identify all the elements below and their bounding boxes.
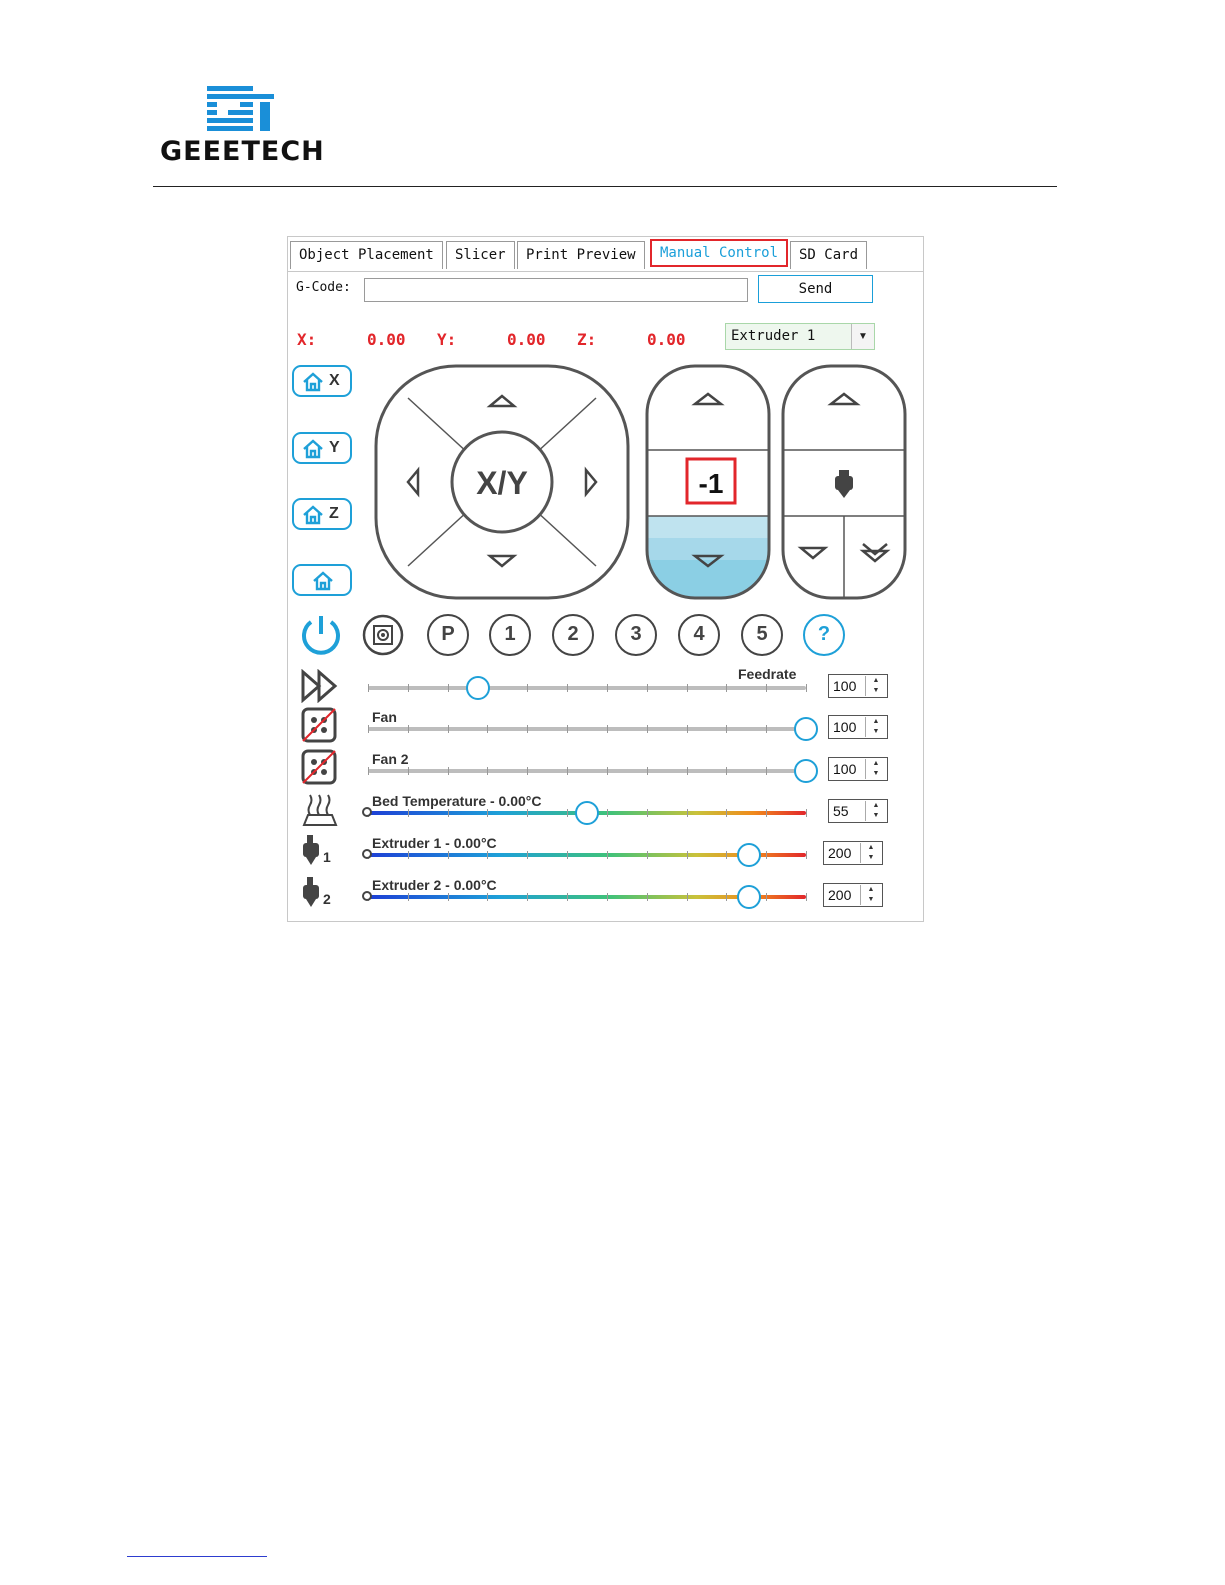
tab-bar — [288, 237, 923, 272]
z-jog-control — [645, 364, 771, 600]
home-x-label: X — [329, 372, 340, 389]
extruder1-index: 1 — [323, 849, 331, 865]
slider-tick — [527, 893, 528, 901]
slider-tick — [766, 725, 767, 733]
home-all-button[interactable] — [292, 564, 352, 596]
home-icon — [312, 571, 334, 591]
slider-tick — [766, 684, 767, 692]
preset-p-button[interactable]: P — [427, 614, 469, 656]
xy-jog-pad — [374, 364, 630, 600]
fan2-off-icon[interactable] — [300, 749, 340, 785]
y-coord-label: Y: — [437, 330, 457, 349]
fan2-spinbox-value: 100 — [833, 761, 857, 777]
bed-spinbox[interactable] — [828, 799, 888, 823]
slider-tick — [607, 684, 608, 692]
slider-tick — [448, 893, 449, 901]
tab-slicer[interactable]: Slicer — [446, 241, 515, 269]
slider-tick — [448, 809, 449, 817]
ext1-spinbox[interactable] — [823, 841, 883, 865]
bed-spinbox-value: 55 — [833, 803, 849, 819]
slider-tick — [487, 851, 488, 859]
slider-tick — [687, 851, 688, 859]
slider-tick — [687, 684, 688, 692]
slider-tick — [408, 893, 409, 901]
slider-tick — [726, 684, 727, 692]
slider-tick — [726, 725, 727, 733]
slider-tick — [408, 725, 409, 733]
xy-center-label[interactable]: X/Y — [476, 465, 528, 501]
fan-slider-knob[interactable] — [794, 717, 818, 741]
spin-arrows-icon[interactable]: ▲ ▼ — [865, 717, 886, 737]
slider-tick — [726, 767, 727, 775]
home-icon — [302, 439, 324, 459]
ext1-label: Extruder 1 - 0.00°C — [372, 835, 497, 851]
spin-arrows-icon[interactable]: ▲ ▼ — [860, 843, 881, 863]
slider-tick — [448, 684, 449, 692]
preset-3-button[interactable]: 3 — [615, 614, 657, 656]
slider-tick — [408, 809, 409, 817]
x-coord-value: 0.00 — [367, 330, 406, 349]
slider-tick — [806, 684, 807, 692]
slider-tick — [567, 725, 568, 733]
slider-tick — [607, 809, 608, 817]
send-button[interactable]: Send — [758, 275, 873, 303]
slider-tick — [687, 893, 688, 901]
manual-control-panel — [287, 236, 924, 922]
slider-start-marker — [362, 891, 372, 901]
fan-off-icon[interactable] — [300, 707, 340, 743]
slider-tick — [527, 684, 528, 692]
home-y-button[interactable] — [292, 432, 352, 464]
home-icon — [302, 505, 324, 525]
slider-tick — [607, 767, 608, 775]
slider-tick — [567, 684, 568, 692]
preset-1-button[interactable]: 1 — [489, 614, 531, 656]
fan2-label: Fan 2 — [372, 751, 409, 767]
extrude-control — [781, 364, 907, 600]
slider-tick — [487, 893, 488, 901]
gcode-input[interactable] — [364, 278, 748, 302]
slider-tick — [567, 767, 568, 775]
stop-motor-icon[interactable] — [362, 614, 404, 656]
slider-tick — [687, 767, 688, 775]
slider-start-marker — [362, 849, 372, 859]
slider-tick — [647, 684, 648, 692]
ext2-spinbox-value: 200 — [828, 887, 852, 903]
heated-bed-icon[interactable] — [300, 791, 340, 827]
extruder-select[interactable] — [725, 323, 875, 350]
feedrate-slider-track[interactable] — [368, 686, 806, 690]
preset-5-button[interactable]: 5 — [741, 614, 783, 656]
slider-tick — [806, 851, 807, 859]
fan-slider-track[interactable] — [368, 727, 806, 731]
slider-tick — [368, 767, 369, 775]
slider-tick — [647, 809, 648, 817]
home-icon — [302, 372, 324, 392]
slider-tick — [567, 893, 568, 901]
slider-tick — [487, 767, 488, 775]
slider-tick — [726, 893, 727, 901]
power-icon[interactable] — [298, 612, 344, 658]
spin-arrows-icon[interactable]: ▲ ▼ — [865, 801, 886, 821]
bed-label: Bed Temperature - 0.00°C — [372, 793, 542, 809]
slider-tick — [487, 725, 488, 733]
tab-object-placement[interactable]: Object Placement — [290, 241, 443, 269]
chevron-down-icon[interactable]: ▼ — [851, 324, 874, 349]
tab-print-preview[interactable]: Print Preview — [517, 241, 645, 269]
slider-tick — [607, 893, 608, 901]
z-step-value[interactable]: -1 — [698, 468, 724, 499]
spin-arrows-icon[interactable]: ▲ ▼ — [860, 885, 881, 905]
slider-tick — [527, 809, 528, 817]
slider-tick — [448, 851, 449, 859]
slider-tick — [726, 851, 727, 859]
slider-tick — [567, 809, 568, 817]
slider-tick — [368, 725, 369, 733]
extruder2-icon[interactable] — [300, 875, 340, 911]
slider-start-marker — [362, 807, 372, 817]
slider-tick — [647, 893, 648, 901]
slider-tick — [607, 851, 608, 859]
fan-label: Fan — [372, 709, 397, 725]
slider-tick — [448, 767, 449, 775]
slider-tick — [567, 851, 568, 859]
slider-tick — [687, 809, 688, 817]
slider-tick — [368, 684, 369, 692]
slider-tick — [766, 851, 767, 859]
ext2-spinbox[interactable] — [823, 883, 883, 907]
logo-wordmark: GEEETECH — [160, 136, 325, 167]
ext1-slider-knob[interactable] — [737, 843, 761, 867]
bed-slider-knob[interactable] — [575, 801, 599, 825]
feedrate-spinbox[interactable] — [828, 674, 888, 698]
z-up-arrow-icon[interactable] — [695, 394, 721, 404]
spin-arrows-icon[interactable]: ▲ ▼ — [865, 676, 886, 696]
home-y-label: Y — [329, 439, 340, 456]
slider-tick — [726, 809, 727, 817]
slider-tick — [766, 809, 767, 817]
feedrate-spinbox-value: 100 — [833, 678, 857, 694]
slider-tick — [448, 725, 449, 733]
tab-sd-card[interactable]: SD Card — [790, 241, 867, 269]
slider-tick — [408, 684, 409, 692]
slider-tick — [766, 893, 767, 901]
fan2-slider-track[interactable] — [368, 769, 806, 773]
fan2-spinbox[interactable] — [828, 757, 888, 781]
slider-tick — [408, 767, 409, 775]
extruder1-icon[interactable] — [300, 833, 340, 869]
z-coord-value: 0.00 — [647, 330, 686, 349]
footer-link-underline — [127, 1556, 267, 1557]
preset-2-button[interactable]: 2 — [552, 614, 594, 656]
gcode-label: G-Code: — [296, 280, 351, 295]
tab-manual-control[interactable]: Manual Control — [650, 239, 788, 267]
feedrate-icon — [300, 669, 340, 703]
preset-4-button[interactable]: 4 — [678, 614, 720, 656]
home-z-label: Z — [329, 505, 339, 522]
z-coord-label: Z: — [577, 330, 597, 349]
help-button[interactable]: ? — [803, 614, 845, 656]
slider-tick — [527, 725, 528, 733]
slider-tick — [687, 725, 688, 733]
y-coord-value: 0.00 — [507, 330, 546, 349]
spin-arrows-icon[interactable]: ▲ ▼ — [865, 759, 886, 779]
slider-tick — [527, 851, 528, 859]
slider-tick — [647, 725, 648, 733]
extruder-select-value: Extruder 1 — [731, 328, 816, 344]
fan-spinbox[interactable] — [828, 715, 888, 739]
slider-tick — [527, 767, 528, 775]
ext2-slider-knob[interactable] — [737, 885, 761, 909]
slider-tick — [487, 809, 488, 817]
slider-tick — [806, 809, 807, 817]
slider-tick — [766, 767, 767, 775]
ext2-label: Extruder 2 - 0.00°C — [372, 877, 497, 893]
home-z-button[interactable] — [292, 498, 352, 530]
feedrate-label: Feedrate — [738, 666, 797, 682]
feedrate-slider-knob[interactable] — [466, 676, 490, 700]
x-coord-label: X: — [297, 330, 317, 349]
slider-tick — [607, 725, 608, 733]
slider-tick — [806, 893, 807, 901]
fan2-slider-knob[interactable] — [794, 759, 818, 783]
slider-tick — [647, 767, 648, 775]
header-rule — [153, 186, 1057, 187]
fan-spinbox-value: 100 — [833, 719, 857, 735]
extruder2-index: 2 — [323, 891, 331, 907]
home-x-button[interactable] — [292, 365, 352, 397]
ext1-spinbox-value: 200 — [828, 845, 852, 861]
slider-tick — [408, 851, 409, 859]
slider-tick — [647, 851, 648, 859]
